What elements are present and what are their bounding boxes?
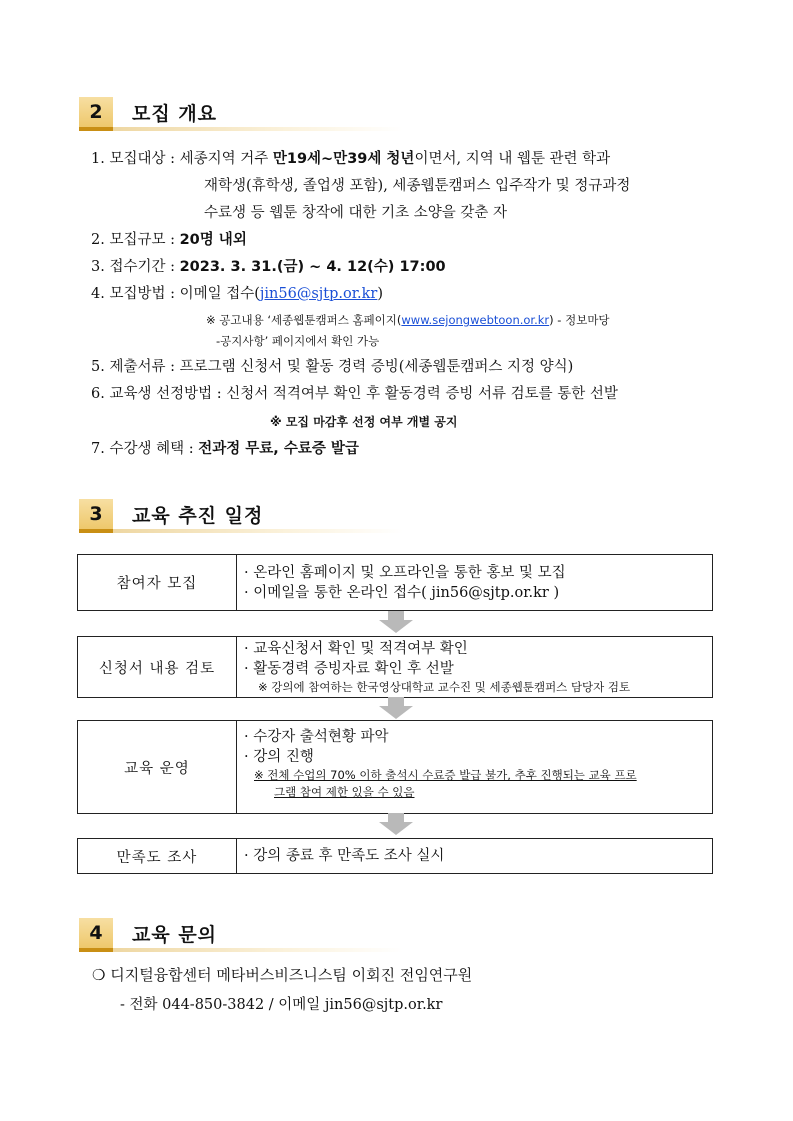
item-label: 1. 모집대상 : (91, 151, 180, 167)
schedule-step-operation (77, 720, 713, 814)
step-note: ※ 전체 수업의 70% 이하 출석시 수료증 발급 불가, 추후 진행되는 교육 프로 (254, 768, 637, 782)
item-value: 신청서 적격여부 확인 후 활동경력 증빙 서류 검토를 통한 선발 (226, 386, 618, 402)
step-line: · 교육신청서 확인 및 적격여부 확인 (244, 641, 468, 657)
schedule-step-survey (77, 838, 713, 874)
schedule-step-recruit (77, 554, 713, 611)
item-size (91, 230, 247, 250)
section-underline (113, 948, 403, 952)
step-content (244, 846, 706, 866)
section-4-header (79, 918, 399, 952)
step-line: · 이메일을 통한 온라인 접수( jin56@sjtp.or.kr ) (244, 585, 560, 601)
item-benefit (91, 439, 359, 459)
note-text: ) - 정보마당 (549, 313, 610, 327)
method-note (206, 312, 610, 328)
item-target-line3: 수료생 등 웹툰 창작에 대한 기초 소양을 갖춘 자 (204, 205, 508, 221)
section-title: 교육 추진 일정 (132, 505, 264, 527)
item-value: 프로그램 신청서 및 활동 경력 증빙(세종웹툰캠퍼스 지정 양식) (179, 359, 574, 375)
item-label: 5. 제출서류 : (91, 359, 180, 375)
down-arrow-icon (379, 611, 413, 633)
section-3-header (79, 499, 399, 533)
section-underline (113, 127, 403, 131)
step-label: 교육 운영 (78, 721, 237, 813)
item-text: 이메일 접수( (179, 286, 260, 302)
item-value: 2023. 3. 31.(금) ~ 4. 12(수) 17:00 (179, 259, 446, 275)
item-bold-text: 만19세~만39세 청년 (272, 151, 415, 167)
step-label: 신청서 내용 검토 (78, 637, 237, 697)
section-number: 2 (79, 97, 113, 131)
item-value: 전과정 무료, 수료증 발급 (198, 441, 359, 457)
step-line: · 강의 진행 (244, 749, 314, 765)
method-note-line2: -공지사항’ 페이지에서 확인 가능 (216, 334, 380, 348)
section-2-header (79, 97, 399, 131)
section-number: 3 (79, 499, 113, 533)
step-line: · 강의 종료 후 만족도 조사 실시 (244, 848, 445, 864)
email-link[interactable]: jin56@sjtp.or.kr (259, 286, 378, 302)
step-line: · 온라인 홈페이지 및 오프라인을 통한 홍보 및 모집 (244, 565, 566, 581)
section-number: 4 (79, 918, 113, 952)
item-label: 2. 모집규모 : (91, 232, 180, 248)
item-target (91, 149, 610, 169)
selection-note: ※ 모집 마감후 선정 여부 개별 공지 (270, 415, 458, 429)
section-underline (113, 529, 403, 533)
item-period (91, 257, 446, 277)
item-target-line2: 재학생(휴학생, 졸업생 포함), 세종웹툰캠퍼스 입주작가 및 정규과정 (204, 178, 631, 194)
item-documents (91, 357, 573, 377)
item-label: 7. 수강생 혜택 : (91, 441, 199, 457)
step-note-line2: 그램 참여 제한 있을 수 있음 (274, 785, 415, 799)
item-method (91, 284, 383, 304)
down-arrow-icon (379, 813, 413, 835)
step-content (244, 563, 706, 603)
item-label: 4. 모집방법 : (91, 286, 180, 302)
note-text: ※ 공고내용 ‘세종웹툰캠퍼스 홈페이지( (206, 313, 402, 327)
item-text: 이면서, 지역 내 웹툰 관련 학과 (414, 151, 611, 167)
item-text: ) (377, 286, 384, 302)
step-label: 만족도 조사 (78, 839, 237, 873)
step-content (244, 639, 706, 696)
step-label: 참여자 모집 (78, 555, 237, 610)
contact-phone-email: - 전화 044-850-3842 / 이메일 jin56@sjtp.or.kr (120, 997, 443, 1013)
step-line: · 활동경력 증빙자료 확인 후 선발 (244, 661, 454, 677)
contact-person: ❍ 디지털융합센터 메타버스비즈니스팀 이회진 전임연구원 (92, 966, 473, 984)
step-content (244, 727, 706, 801)
step-note: ※ 강의에 참여하는 한국영상대학교 교수진 및 세종웹툰캠퍼스 담당자 검토 (258, 680, 631, 694)
homepage-link[interactable]: www.sejongwebtoon.or.kr (401, 313, 550, 327)
item-selection (91, 384, 618, 404)
section-title: 모집 개요 (132, 103, 218, 125)
item-value: 20명 내외 (179, 232, 247, 248)
schedule-step-review (77, 636, 713, 698)
step-line: · 수강자 출석현황 파악 (244, 729, 389, 745)
section-title: 교육 문의 (132, 924, 218, 946)
item-label: 3. 접수기간 : (91, 259, 180, 275)
item-label: 6. 교육생 선정방법 : (91, 386, 227, 402)
down-arrow-icon (379, 697, 413, 719)
item-text: 세종지역 거주 (179, 151, 273, 167)
